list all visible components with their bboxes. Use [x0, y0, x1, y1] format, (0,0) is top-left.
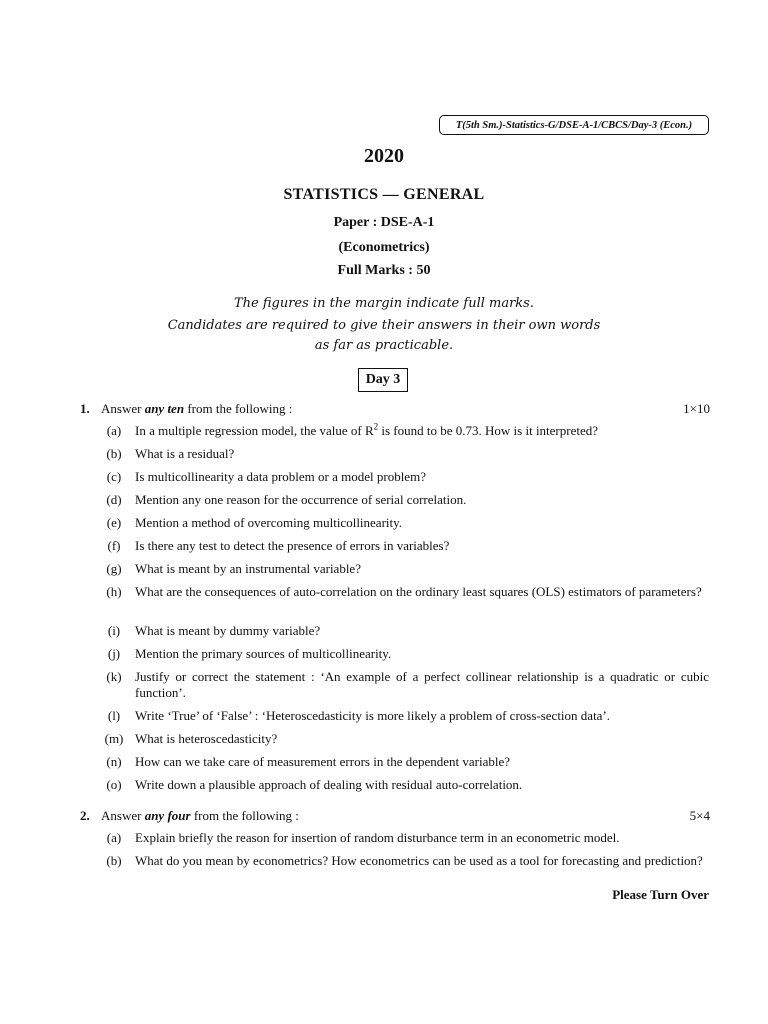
item-label: (b)	[106, 853, 122, 868]
question-marks: 5×4	[689, 808, 710, 823]
item-text: How can we take care of measurement errors in the dependent variable?	[135, 754, 511, 769]
item-label: (h)	[106, 584, 122, 599]
paper-subtitle: (Econometrics)	[338, 240, 430, 255]
instruction-margin: The figures in the margin indicate full marks.	[233, 296, 534, 311]
item-text: What is meant by dummy variable?	[135, 623, 321, 638]
item-label: (o)	[106, 777, 122, 792]
item-label: (f)	[107, 538, 121, 553]
paper-code: Paper : DSE-A-1	[333, 215, 435, 230]
question-item	[100, 515, 709, 531]
item-label: (l)	[107, 708, 121, 723]
item-text: Is there any test to detect the presence of errors in variables?	[135, 538, 450, 553]
item-label: (m)	[104, 731, 124, 746]
question-item	[100, 708, 709, 724]
question-number: 2.	[80, 808, 90, 823]
question-instruction: Answer any four from the following :	[101, 808, 299, 823]
item-label: (a)	[106, 830, 122, 845]
exam-year: 2020	[364, 145, 404, 167]
question-item	[100, 538, 709, 554]
item-label: (g)	[106, 561, 122, 576]
item-text: Write ‘True’ of ‘False’ : ‘Heteroscedasticity is more likely a problem of cross-section data’.	[135, 708, 611, 723]
item-label: (k)	[106, 669, 122, 684]
question-marks: 1×10	[683, 401, 710, 416]
item-text: Mention a method of overcoming multicollinearity.	[135, 515, 403, 530]
item-text: Mention any one reason for the occurrence of serial correlation.	[135, 492, 467, 507]
item-label: (c)	[106, 469, 122, 484]
item-label: (a)	[106, 423, 122, 438]
question-item	[100, 669, 709, 701]
item-text: What is meant by an instrumental variable?	[135, 561, 361, 576]
item-label: (n)	[106, 754, 122, 769]
instruction-own-words: Candidates are required to give their answers in their own words	[167, 318, 601, 333]
paper-code-box: T(5th Sm.)-Statistics-G/DSE-A-1/CBCS/Day-3 (Econ.)	[439, 115, 709, 135]
item-text: Mention the primary sources of multicollinearity.	[135, 646, 392, 661]
item-text: What do you mean by econometrics? How econometrics can be used as a tool for forecasting and prediction?	[135, 853, 703, 868]
item-text: In a multiple regression model, the value of $R^2$ is found to be 0.73. How is it interpreted?	[135, 421, 599, 438]
item-text: What are the consequences of auto-correlation on the ordinary least squares (OLS) estimators of parameters?	[135, 584, 702, 599]
full-marks: Full Marks : 50	[337, 263, 431, 278]
question-instruction: Answer any ten from the following :	[101, 401, 293, 416]
question-item	[100, 731, 709, 747]
day-label: Day 3	[358, 368, 408, 392]
question-item	[100, 423, 709, 439]
item-label: (j)	[107, 646, 121, 661]
item-text: What is heteroscedasticity?	[135, 731, 278, 746]
question-item	[100, 777, 709, 793]
question-item	[100, 830, 709, 846]
question-number: 1.	[80, 401, 90, 416]
question-item	[100, 584, 709, 600]
question-item	[100, 446, 709, 462]
item-label: (e)	[106, 515, 122, 530]
item-text: Is multicollinearity a data problem or a model problem?	[135, 469, 426, 484]
question-item	[100, 853, 709, 869]
question-item	[100, 646, 709, 662]
subject-title: STATISTICS — GENERAL	[283, 186, 485, 203]
item-text: Justify or correct the statement : ‘An example of a perfect collinear relationship is a quadratic or cubic function’.	[135, 669, 709, 700]
item-text: What is a residual?	[135, 446, 235, 461]
please-turn-over: Please Turn Over	[612, 887, 709, 902]
question-item	[100, 754, 709, 770]
question-item	[100, 623, 709, 639]
question-item	[100, 492, 709, 508]
item-text: Explain briefly the reason for insertion of random disturbance term in an econometric model.	[135, 830, 620, 845]
item-label: (d)	[106, 492, 122, 507]
item-text: Write down a plausible approach of dealing with residual auto-correlation.	[135, 777, 523, 792]
question-item	[100, 561, 709, 577]
item-label: (i)	[107, 623, 121, 638]
question-item	[100, 469, 709, 485]
instruction-practicable: as far as practicable.	[314, 338, 454, 353]
item-label: (b)	[106, 446, 122, 461]
